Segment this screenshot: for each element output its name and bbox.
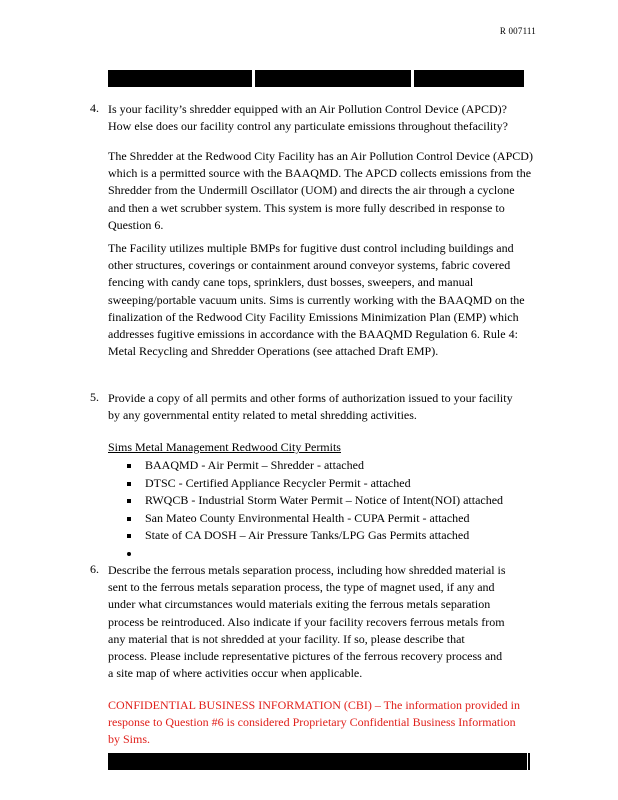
list-item bbox=[127, 457, 503, 475]
text-line: response to Question #6 is considered Proprietary Confidential Business Information bbox=[108, 715, 516, 730]
permit-text: State of CA DOSH – Air Pressure Tanks/LPG Gas Permits attached bbox=[145, 528, 470, 543]
permits-title: Sims Metal Management Redwood City Permits bbox=[108, 440, 341, 454]
bullet-icon bbox=[127, 482, 131, 486]
answer-4-apcd bbox=[108, 148, 540, 234]
text-line: Is your facility’s shredder equipped with an Air Pollution Control Device (APCD)? bbox=[108, 102, 507, 116]
bullet-icon bbox=[127, 534, 131, 538]
text-line: process be reintroduced. Also indicate if your facility recovers ferrous metals from bbox=[108, 614, 505, 629]
text-line: other structures, coverings or containment around conveyor systems, fabric covered bbox=[108, 258, 511, 273]
list-item bbox=[127, 475, 503, 493]
text-line: and then a wet scrubber system. This system is more fully described in response to bbox=[108, 200, 505, 215]
text-line: under what circumstances would materials exiting the ferrous metals separation bbox=[108, 597, 491, 612]
text-line: sweeping/portable vacuum units. Sims is currently working with the BAAQMD on the bbox=[108, 292, 525, 307]
redaction-bar bbox=[255, 70, 411, 87]
redaction-bar bbox=[108, 70, 252, 87]
page-id: R 007111 bbox=[499, 26, 536, 36]
list-item bbox=[127, 527, 503, 545]
text-line: by Sims. bbox=[108, 732, 151, 747]
redaction-bar bbox=[414, 70, 524, 87]
text-line: by any governmental entity related to metal shredding activities. bbox=[108, 408, 417, 423]
question-5-number: 5. bbox=[90, 390, 99, 404]
text-line: any material that is not shredded at your facility. If so, please describe that bbox=[108, 631, 465, 646]
text-line: Metal Recycling and Shredder Operations (see attached Draft EMP). bbox=[108, 344, 439, 359]
answer-4-bmps bbox=[108, 240, 540, 360]
permit-text: DTSC - Certified Appliance Recycler Permit - attached bbox=[145, 475, 411, 490]
bullet-icon bbox=[127, 517, 131, 521]
text-line: fencing with candy cane tops, sprinklers, dust bosses, sweepers, and manual bbox=[108, 275, 474, 290]
text-line: CONFIDENTIAL BUSINESS INFORMATION (CBI) – The information provided in bbox=[108, 698, 520, 712]
text-line: finalization of the Redwood City Facility Emissions Minimization Plan (EMP) which bbox=[108, 309, 519, 324]
permit-list bbox=[127, 457, 503, 545]
bullet-icon bbox=[127, 552, 131, 556]
permit-text: San Mateo County Environmental Health - CUPA Permit - attached bbox=[145, 510, 470, 525]
text-line: process. Please include representative pictures of the ferrous recovery process and bbox=[108, 649, 503, 664]
permit-text: BAAQMD - Air Permit – Shredder - attached bbox=[145, 458, 364, 472]
text-line: Provide a copy of all permits and other forms of authorization issued to your facility bbox=[108, 391, 513, 405]
cbi-notice bbox=[108, 697, 540, 749]
question-4-text bbox=[108, 101, 540, 135]
text-line: sent to the ferrous metals separation process, the type of magnet used, if any and bbox=[108, 580, 495, 595]
bullet-icon bbox=[127, 464, 131, 468]
bullet-icon bbox=[127, 499, 131, 503]
text-line: addresses fugitive emissions in accordance with the BAAQMD Regulation 6. Rule 4: bbox=[108, 327, 518, 342]
list-item bbox=[127, 510, 503, 528]
text-line: Describe the ferrous metals separation process, including how shredded material is bbox=[108, 563, 506, 577]
question-4-number: 4. bbox=[90, 101, 99, 115]
permit-text: RWQCB - Industrial Storm Water Permit – Notice of Intent(NOI) attached bbox=[145, 493, 504, 508]
question-5-text bbox=[108, 390, 540, 424]
text-line: Shredder from the Undermill Oscillator (UOM) and directs the air through a cyclone bbox=[108, 183, 515, 198]
text-line: How else does our facility control any particulate emissions throughout thefacility? bbox=[108, 119, 508, 134]
redaction-bar-edge bbox=[528, 753, 530, 770]
text-line: The Shredder at the Redwood City Facility has an Air Pollution Control Device (APCD) bbox=[108, 149, 533, 163]
question-6-text bbox=[108, 562, 540, 682]
redaction-bar bbox=[108, 753, 527, 770]
question-6-number: 6. bbox=[90, 562, 99, 576]
text-line: which is a permitted source with the BAAQMD. The APCD collects emissions from the bbox=[108, 166, 532, 181]
text-line: Question 6. bbox=[108, 217, 164, 232]
text-line: a site map of where activities occur when applicable. bbox=[108, 666, 363, 681]
text-line: The Facility utilizes multiple BMPs for fugitive dust control including buildings and bbox=[108, 241, 514, 255]
list-item bbox=[127, 492, 503, 510]
